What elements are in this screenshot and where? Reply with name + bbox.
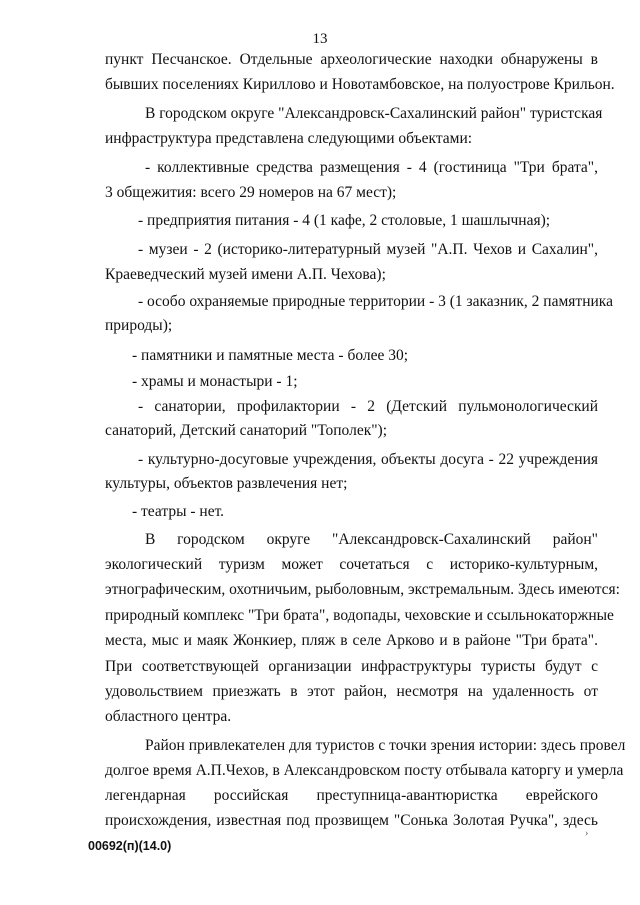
scan-speck: ›: [585, 828, 589, 839]
text-line: легендарная российская преступница-авантюристка еврейского: [105, 787, 598, 804]
footer-code: 00692(п)(14.0): [88, 839, 172, 853]
text-line: Район привлекателен для туристов с точки зрения истории: здесь провел: [145, 737, 626, 754]
text-line: долгое время А.П.Чехов, в Александровском посту отбывала каторгу и умерла: [105, 762, 624, 779]
text-line: культуры, объектов развлечения нет;: [105, 475, 348, 492]
list-item: - коллективные средства размещения - 4 (гостиница "Три брата",: [145, 159, 598, 176]
text-line: этнографическим, охотничьим, рыболовным, экстремальным. Здесь имеются:: [105, 581, 620, 598]
text-line: В городском округе "Александровск-Сахалинский район" туристская: [145, 105, 603, 122]
list-item: - особо охраняемые природные территории - 3 (1 заказник, 2 памятника: [138, 293, 613, 310]
text-line: экологический туризм может сочетаться с историко-культурным,: [105, 556, 598, 573]
text-line: инфраструктура представлена следующими объектами:: [105, 130, 473, 147]
list-item: - санатории, профилактории - 2 (Детский пульмонологический: [138, 398, 598, 415]
page-number: 13: [312, 31, 328, 47]
list-item: - памятники и памятные места - более 30;: [132, 347, 409, 364]
text-line: 3 общежития: всего 29 номеров на 67 мест);: [105, 184, 397, 201]
list-item: - культурно-досуговые учреждения, объекты досуга - 22 учреждения: [138, 451, 598, 468]
text-line: природный комплекс "Три брата", водопады, чеховские и ссыльнокаторжные: [105, 607, 614, 624]
text-line: Краеведческий музей имени А.П. Чехова);: [105, 266, 386, 283]
text-line: областного центра.: [105, 708, 232, 725]
text-line: происхождения, известная под прозвищем "Сонька Золотая Ручка", здесь: [105, 812, 598, 829]
text-line: бывших поселениях Кириллово и Новотамбовское, на полуострове Крильон.: [105, 76, 615, 93]
list-item: - храмы и монастыри - 1;: [132, 373, 298, 390]
list-item: - театры - нет.: [132, 503, 225, 520]
text-line: природы);: [105, 317, 173, 334]
text-line: места, мыс и маяк Жонкиер, пляж в селе Арково и в районе "Три брата".: [105, 632, 598, 649]
text-line: При соответствующей организации инфраструктуры туристы будут с: [105, 658, 598, 675]
list-item: - музеи - 2 (историко-литературный музей "А.П. Чехов и Сахалин",: [138, 241, 598, 258]
text-line: санаторий, Детский санаторий "Тополек");: [105, 422, 388, 439]
text-line: В городском округе "Александровск-Сахалинский район": [145, 531, 598, 548]
text-line: пункт Песчанское. Отдельные археологические находки обнаружены в: [105, 51, 598, 68]
list-item: - предприятия питания - 4 (1 кафе, 2 столовые, 1 шашлычная);: [138, 212, 551, 229]
text-line: удовольствием приезжать в этот район, несмотря на удаленность от: [105, 683, 598, 700]
